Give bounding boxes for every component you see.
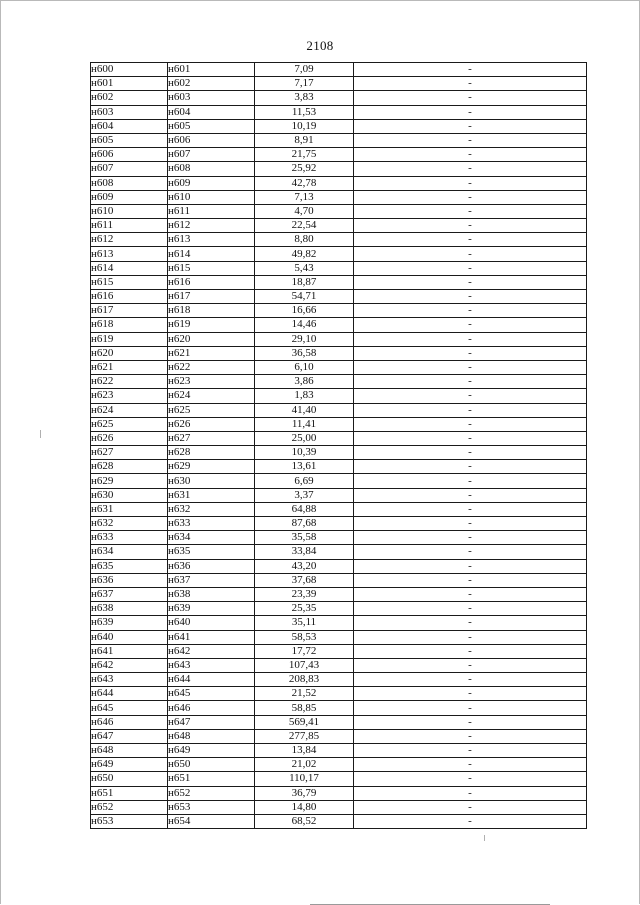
cell-note: - [354,658,587,672]
cell-length: 277,85 [255,729,354,743]
cell-note: - [354,800,587,814]
cell-point-from: н601 [91,77,168,91]
table-row [91,559,587,573]
cell-length: 37,68 [255,573,354,587]
cell-length: 21,75 [255,148,354,162]
cell-point-from: н652 [91,800,168,814]
cell-length: 36,79 [255,786,354,800]
table-row [91,219,587,233]
table-row [91,644,587,658]
cell-note: - [354,715,587,729]
cell-point-to: н616 [168,275,255,289]
cell-point-from: н648 [91,744,168,758]
cell-note: - [354,162,587,176]
cell-length: 58,85 [255,701,354,715]
table-row [91,687,587,701]
cell-length: 25,00 [255,431,354,445]
cell-note: - [354,375,587,389]
table-row [91,360,587,374]
cell-point-from: н612 [91,233,168,247]
table-row [91,162,587,176]
cell-length: 16,66 [255,304,354,318]
table-row [91,531,587,545]
cell-point-to: н653 [168,800,255,814]
cell-point-from: н640 [91,630,168,644]
cell-point-to: н601 [168,63,255,77]
cell-length: 21,02 [255,758,354,772]
cell-length: 64,88 [255,502,354,516]
cell-length: 23,39 [255,587,354,601]
cell-length: 49,82 [255,247,354,261]
cell-point-from: н630 [91,488,168,502]
table-row [91,148,587,162]
cell-note: - [354,701,587,715]
cell-point-from: н621 [91,360,168,374]
table-row [91,290,587,304]
cell-point-to: н642 [168,644,255,658]
cell-point-to: н637 [168,573,255,587]
cell-note: - [354,204,587,218]
table-row [91,786,587,800]
cell-point-to: н610 [168,190,255,204]
cell-note: - [354,219,587,233]
table-row [91,261,587,275]
cell-point-from: н622 [91,375,168,389]
cell-point-from: н646 [91,715,168,729]
cell-length: 1,83 [255,389,354,403]
cell-note: - [354,460,587,474]
cell-point-to: н630 [168,474,255,488]
cell-length: 3,86 [255,375,354,389]
table-row [91,488,587,502]
cell-point-to: н632 [168,502,255,516]
cell-point-to: н602 [168,77,255,91]
cell-length: 5,43 [255,261,354,275]
cell-note: - [354,233,587,247]
cell-point-from: н616 [91,290,168,304]
cell-point-from: н633 [91,531,168,545]
cell-point-to: н623 [168,375,255,389]
cell-point-from: н617 [91,304,168,318]
page-number: 2108 [306,38,334,53]
cell-note: - [354,786,587,800]
cell-note: - [354,616,587,630]
cell-length: 25,92 [255,162,354,176]
cell-note: - [354,133,587,147]
cell-note: - [354,105,587,119]
cell-note: - [354,389,587,403]
cell-point-from: н639 [91,616,168,630]
table-row [91,318,587,332]
cell-point-from: н602 [91,91,168,105]
table-row [91,233,587,247]
cell-point-to: н644 [168,673,255,687]
cell-length: 43,20 [255,559,354,573]
cell-point-from: н603 [91,105,168,119]
cell-point-from: н606 [91,148,168,162]
cell-note: - [354,148,587,162]
cell-point-from: н632 [91,517,168,531]
cell-point-to: н618 [168,304,255,318]
cell-length: 3,83 [255,91,354,105]
cell-point-to: н621 [168,346,255,360]
cell-length: 7,09 [255,63,354,77]
scan-mark [40,430,41,438]
cell-point-from: н600 [91,63,168,77]
cell-note: - [354,360,587,374]
cell-point-to: н635 [168,545,255,559]
cell-note: - [354,261,587,275]
cell-length: 22,54 [255,219,354,233]
cell-length: 29,10 [255,332,354,346]
cell-note: - [354,190,587,204]
table-row [91,744,587,758]
cell-point-to: н651 [168,772,255,786]
cell-length: 14,46 [255,318,354,332]
cell-point-from: н637 [91,587,168,601]
table-row [91,502,587,516]
cell-point-to: н604 [168,105,255,119]
cell-point-to: н607 [168,148,255,162]
cell-point-from: н625 [91,417,168,431]
cell-length: 7,17 [255,77,354,91]
cell-note: - [354,474,587,488]
table-row [91,133,587,147]
cell-length: 54,71 [255,290,354,304]
table-row [91,800,587,814]
cell-point-to: н654 [168,814,255,828]
cell-point-to: н611 [168,204,255,218]
table-row [91,304,587,318]
cell-point-to: н624 [168,389,255,403]
cell-note: - [354,63,587,77]
table-row [91,204,587,218]
cell-note: - [354,744,587,758]
table-row [91,346,587,360]
cell-length: 13,84 [255,744,354,758]
cell-point-from: н651 [91,786,168,800]
cell-point-to: н627 [168,431,255,445]
cell-note: - [354,673,587,687]
cell-note: - [354,602,587,616]
cell-note: - [354,559,587,573]
table-row [91,729,587,743]
cell-point-from: н642 [91,658,168,672]
cell-point-from: н641 [91,644,168,658]
cell-length: 21,52 [255,687,354,701]
cell-point-to: н625 [168,403,255,417]
table-row [91,630,587,644]
table-row [91,814,587,828]
cell-point-to: н638 [168,587,255,601]
cell-point-to: н639 [168,602,255,616]
cell-length: 3,37 [255,488,354,502]
cell-note: - [354,403,587,417]
cell-note: - [354,531,587,545]
cell-point-from: н628 [91,460,168,474]
cell-point-to: н628 [168,446,255,460]
cell-note: - [354,91,587,105]
cell-point-from: н631 [91,502,168,516]
table-row [91,332,587,346]
cell-point-to: н609 [168,176,255,190]
table-row [91,105,587,119]
cell-length: 110,17 [255,772,354,786]
table-row [91,446,587,460]
table-row [91,545,587,559]
cell-note: - [354,332,587,346]
cell-point-from: н653 [91,814,168,828]
cell-note: - [354,346,587,360]
table-row [91,247,587,261]
cell-length: 10,39 [255,446,354,460]
cell-point-to: н631 [168,488,255,502]
cell-length: 11,41 [255,417,354,431]
cell-point-from: н636 [91,573,168,587]
cell-note: - [354,290,587,304]
cell-length: 208,83 [255,673,354,687]
cell-note: - [354,304,587,318]
table-row [91,701,587,715]
cell-length: 36,58 [255,346,354,360]
table-row [91,587,587,601]
cell-point-from: н635 [91,559,168,573]
cell-point-to: н640 [168,616,255,630]
cell-note: - [354,517,587,531]
cell-point-from: н609 [91,190,168,204]
table-row [91,389,587,403]
cell-note: - [354,502,587,516]
cell-length: 58,53 [255,630,354,644]
cell-point-to: н617 [168,290,255,304]
table-row [91,190,587,204]
cell-length: 25,35 [255,602,354,616]
cell-length: 11,53 [255,105,354,119]
cell-point-to: н641 [168,630,255,644]
table-row [91,758,587,772]
cell-length: 18,87 [255,275,354,289]
cell-length: 8,91 [255,133,354,147]
cell-note: - [354,417,587,431]
cell-point-from: н634 [91,545,168,559]
cell-length: 4,70 [255,204,354,218]
cell-point-to: н649 [168,744,255,758]
cell-note: - [354,587,587,601]
cell-point-to: н633 [168,517,255,531]
cell-note: - [354,729,587,743]
cell-note: - [354,176,587,190]
cell-note: - [354,644,587,658]
cell-length: 8,80 [255,233,354,247]
cell-point-from: н608 [91,176,168,190]
cell-point-from: н604 [91,119,168,133]
cell-point-to: н646 [168,701,255,715]
cell-note: - [354,488,587,502]
cell-point-to: н612 [168,219,255,233]
cell-note: - [354,630,587,644]
table-row [91,460,587,474]
cell-point-from: н605 [91,133,168,147]
cell-note: - [354,77,587,91]
cell-point-to: н615 [168,261,255,275]
cell-length: 13,61 [255,460,354,474]
cell-point-from: н615 [91,275,168,289]
table-row [91,63,587,77]
table-row [91,275,587,289]
cell-point-from: н626 [91,431,168,445]
cell-length: 14,80 [255,800,354,814]
cell-point-to: н619 [168,318,255,332]
cell-point-from: н650 [91,772,168,786]
cell-note: - [354,431,587,445]
cell-note: - [354,687,587,701]
cell-point-to: н647 [168,715,255,729]
cell-point-from: н611 [91,219,168,233]
table-row [91,715,587,729]
cell-note: - [354,758,587,772]
cell-length: 68,52 [255,814,354,828]
cell-note: - [354,318,587,332]
table-row [91,602,587,616]
cell-note: - [354,545,587,559]
table-row [91,673,587,687]
cell-point-to: н629 [168,460,255,474]
cell-point-from: н638 [91,602,168,616]
cell-point-to: н614 [168,247,255,261]
cell-point-to: н603 [168,91,255,105]
cell-point-from: н618 [91,318,168,332]
cell-note: - [354,772,587,786]
cell-length: 87,68 [255,517,354,531]
cell-point-from: н624 [91,403,168,417]
cell-point-to: н626 [168,417,255,431]
cell-point-to: н636 [168,559,255,573]
cell-note: - [354,814,587,828]
table-row [91,91,587,105]
cell-point-to: н622 [168,360,255,374]
cell-point-from: н613 [91,247,168,261]
table-row [91,658,587,672]
coordinates-table [90,62,587,829]
table-row [91,616,587,630]
table-row [91,517,587,531]
table-row [91,375,587,389]
cell-point-from: н643 [91,673,168,687]
cell-note: - [354,247,587,261]
cell-point-to: н645 [168,687,255,701]
cell-point-from: н620 [91,346,168,360]
cell-length: 35,58 [255,531,354,545]
scan-mark [484,835,485,841]
cell-length: 107,43 [255,658,354,672]
cell-point-from: н644 [91,687,168,701]
cell-point-to: н650 [168,758,255,772]
cell-point-to: н620 [168,332,255,346]
table-body [91,63,587,829]
cell-point-from: н623 [91,389,168,403]
cell-point-to: н606 [168,133,255,147]
table-row [91,573,587,587]
cell-point-from: н629 [91,474,168,488]
cell-point-to: н613 [168,233,255,247]
table-row [91,176,587,190]
cell-point-from: н614 [91,261,168,275]
table-row [91,474,587,488]
cell-length: 569,41 [255,715,354,729]
cell-point-from: н645 [91,701,168,715]
cell-length: 7,13 [255,190,354,204]
cell-length: 6,69 [255,474,354,488]
cell-note: - [354,275,587,289]
table-row [91,772,587,786]
cell-note: - [354,573,587,587]
cell-length: 17,72 [255,644,354,658]
cell-point-to: н634 [168,531,255,545]
table-row [91,431,587,445]
cell-point-to: н605 [168,119,255,133]
cell-point-from: н607 [91,162,168,176]
cell-point-to: н652 [168,786,255,800]
cell-point-from: н649 [91,758,168,772]
cell-length: 41,40 [255,403,354,417]
table-row [91,119,587,133]
cell-point-to: н648 [168,729,255,743]
table-row [91,417,587,431]
cell-note: - [354,446,587,460]
cell-point-to: н643 [168,658,255,672]
cell-length: 33,84 [255,545,354,559]
cell-point-from: н610 [91,204,168,218]
table-row [91,403,587,417]
cell-point-to: н608 [168,162,255,176]
cell-length: 6,10 [255,360,354,374]
cell-point-from: н619 [91,332,168,346]
cell-point-from: н647 [91,729,168,743]
cell-length: 35,11 [255,616,354,630]
cell-length: 42,78 [255,176,354,190]
cell-note: - [354,119,587,133]
cell-length: 10,19 [255,119,354,133]
cell-point-from: н627 [91,446,168,460]
table-row [91,77,587,91]
